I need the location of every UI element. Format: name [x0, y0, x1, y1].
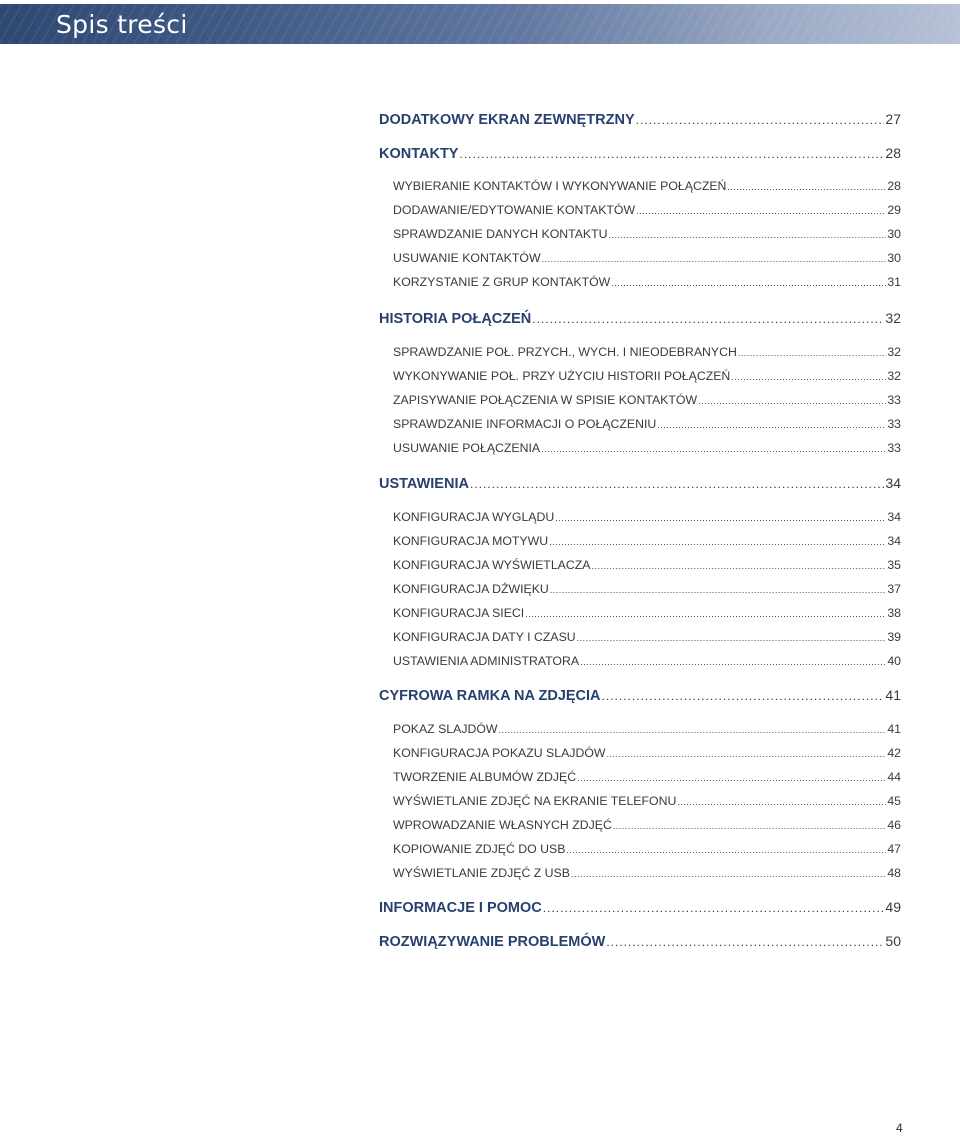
toc-entry-page: 33	[887, 417, 901, 431]
page-title: Spis treści	[56, 10, 188, 39]
toc-entry-label: KONFIGURACJA MOTYWU	[393, 534, 549, 548]
toc-dot-leader	[542, 254, 887, 264]
toc-dot-leader	[636, 206, 886, 216]
toc-dot-leader	[731, 372, 886, 382]
toc-dot-leader	[677, 797, 886, 807]
toc-entry-label: WYŚWIETLANIE ZDJĘĆ Z USB	[393, 866, 570, 880]
toc-dot-leader	[580, 657, 886, 667]
toc-subsection-entry[interactable]	[393, 770, 901, 784]
toc-dot-leader	[613, 821, 886, 831]
toc-subsection-entry[interactable]	[393, 558, 901, 572]
toc-subsection-entry[interactable]	[393, 345, 901, 359]
toc-entry-page: 34	[887, 534, 901, 548]
toc-dot-leader	[609, 230, 887, 240]
toc-entry-label: WPROWADZANIE WŁASNYCH ZDJĘĆ	[393, 818, 612, 832]
toc-entry-label: KONFIGURACJA WYŚWIETLACZA	[393, 558, 591, 572]
toc-entry-label: KONFIGURACJA DATY I CZASU	[393, 630, 576, 644]
toc-entry-page: 39	[887, 630, 901, 644]
toc-subsection-entry[interactable]	[393, 534, 901, 548]
toc-dot-leader	[525, 609, 886, 619]
toc-dot-leader	[636, 113, 885, 127]
toc-entry-page: 34	[885, 475, 901, 491]
toc-entry-page: 35	[887, 558, 901, 572]
toc-dot-leader	[611, 278, 886, 288]
toc-entry-page: 33	[887, 393, 901, 407]
toc-entry-label: KONFIGURACJA POKAZU SLAJDÓW	[393, 746, 606, 760]
toc-dot-leader	[571, 869, 886, 879]
toc-entry-page: 41	[885, 687, 901, 703]
toc-entry-page: 32	[887, 345, 901, 359]
toc-subsection-entry[interactable]	[393, 510, 901, 524]
toc-entry-page: 38	[887, 606, 901, 620]
toc-subsection-entry[interactable]	[393, 722, 901, 736]
toc-entry-page: 31	[887, 275, 901, 289]
toc-subsection-entry[interactable]	[393, 179, 901, 193]
toc-subsection-entry[interactable]	[393, 818, 901, 832]
toc-entry-label: USUWANIE KONTAKTÓW	[393, 251, 541, 265]
toc-entry-label: USTAWIENIA ADMINISTRATORA	[393, 654, 580, 668]
toc-dot-leader	[549, 537, 886, 547]
toc-subsection-entry[interactable]	[393, 275, 901, 289]
toc-entry-label: KONTAKTY	[379, 146, 459, 162]
toc-dot-leader	[591, 561, 886, 571]
toc-entry-page: 46	[887, 818, 901, 832]
toc-entry-label: SPRAWDZANIE POŁ. PRZYCH., WYCH. I NIEODEBRANYCH	[393, 345, 737, 359]
toc-entry-page: 42	[887, 746, 901, 760]
toc-entry-page: 27	[885, 111, 901, 127]
toc-entry-page: 33	[887, 441, 901, 455]
toc-entry-label: POKAZ SLAJDÓW	[393, 722, 498, 736]
toc-entry-label: WYBIERANIE KONTAKTÓW I WYKONYWANIE POŁĄCZEŃ	[393, 179, 727, 193]
toc-subsection-entry[interactable]	[393, 203, 901, 217]
toc-subsection-entry[interactable]	[393, 606, 901, 620]
toc-entry-page: 45	[887, 794, 901, 808]
page-number: 4	[896, 1121, 903, 1135]
toc-dot-leader	[470, 477, 884, 491]
toc-dot-leader	[499, 725, 887, 735]
toc-entry-label: KONFIGURACJA SIECI	[393, 606, 525, 620]
toc-entry-label: TWORZENIE ALBUMÓW ZDJĘĆ	[393, 770, 577, 784]
toc-section-entry[interactable]	[379, 111, 901, 128]
toc-section-entry[interactable]	[379, 310, 901, 327]
toc-subsection-entry[interactable]	[393, 582, 901, 596]
toc-dot-leader	[541, 444, 886, 454]
toc-entry-label: DODATKOWY EKRAN ZEWNĘTRZNY	[379, 112, 635, 128]
toc-entry-label: KOPIOWANIE ZDJĘĆ DO USB	[393, 842, 566, 856]
toc-entry-page: 28	[885, 145, 901, 161]
toc-subsection-entry[interactable]	[393, 630, 901, 644]
toc-section-entry[interactable]	[379, 687, 901, 704]
toc-dot-leader	[606, 935, 884, 949]
toc-dot-leader	[566, 845, 886, 855]
toc-subsection-entry[interactable]	[393, 393, 901, 407]
toc-section-entry[interactable]	[379, 475, 901, 492]
toc-dot-leader	[698, 396, 886, 406]
toc-entry-label: KORZYSTANIE Z GRUP KONTAKTÓW	[393, 275, 611, 289]
toc-subsection-entry[interactable]	[393, 746, 901, 760]
toc-entry-label: SPRAWDZANIE INFORMACJI O POŁĄCZENIU	[393, 417, 657, 431]
toc-dot-leader	[607, 749, 887, 759]
toc-dot-leader	[577, 773, 886, 783]
toc-entry-page: 29	[887, 203, 901, 217]
toc-dot-leader	[727, 182, 886, 192]
toc-entry-page: 37	[887, 582, 901, 596]
toc-dot-leader	[555, 513, 886, 523]
toc-subsection-entry[interactable]	[393, 794, 901, 808]
toc-entry-page: 28	[887, 179, 901, 193]
toc-entry-label: KONFIGURACJA WYGLĄDU	[393, 510, 555, 524]
toc-entry-label: INFORMACJE I POMOC	[379, 900, 542, 916]
toc-entry-page: 32	[887, 369, 901, 383]
toc-entry-label: WYŚWIETLANIE ZDJĘĆ NA EKRANIE TELEFONU	[393, 794, 677, 808]
toc-dot-leader	[657, 420, 886, 430]
toc-entry-page: 30	[887, 227, 901, 241]
toc-dot-leader	[550, 585, 887, 595]
toc-subsection-entry[interactable]	[393, 251, 901, 265]
toc-dot-leader	[577, 633, 887, 643]
toc-entry-label: SPRAWDZANIE DANYCH KONTAKTU	[393, 227, 608, 241]
toc-entry-label: ROZWIĄZYWANIE PROBLEMÓW	[379, 934, 606, 950]
toc-dot-leader	[738, 348, 886, 358]
toc-subsection-entry[interactable]	[393, 227, 901, 241]
toc-dot-leader	[543, 901, 885, 915]
toc-subsection-entry[interactable]	[393, 866, 901, 880]
toc-entry-label: USUWANIE POŁĄCZENIA	[393, 441, 541, 455]
toc-subsection-entry[interactable]	[393, 369, 901, 383]
toc-subsection-entry[interactable]	[393, 842, 901, 856]
toc-entry-page: 40	[887, 654, 901, 668]
toc-dot-leader	[602, 689, 885, 703]
toc-subsection-entry[interactable]	[393, 654, 901, 668]
toc-entry-page: 34	[887, 510, 901, 524]
toc-entry-label: CYFROWA RAMKA NA ZDJĘCIA	[379, 688, 601, 704]
toc-entry-page: 41	[887, 722, 901, 736]
toc-section-entry[interactable]	[379, 145, 901, 162]
toc-entry-label: USTAWIENIA	[379, 476, 469, 492]
toc-entry-page: 49	[885, 899, 901, 915]
toc-entry-label: DODAWANIE/EDYTOWANIE KONTAKTÓW	[393, 203, 636, 217]
toc-subsection-entry[interactable]	[393, 417, 901, 431]
toc-entry-page: 47	[887, 842, 901, 856]
toc-entry-label: KONFIGURACJA DŹWIĘKU	[393, 582, 549, 596]
toc-section-entry[interactable]	[379, 899, 901, 916]
toc-entry-page: 30	[887, 251, 901, 265]
toc-subsection-entry[interactable]	[393, 441, 901, 455]
toc-entry-label: ZAPISYWANIE POŁĄCZENIA W SPISIE KONTAKTÓW	[393, 393, 698, 407]
toc-section-entry[interactable]	[379, 933, 901, 950]
toc-entry-label: WYKONYWANIE POŁ. PRZY UŻYCIU HISTORII POŁĄCZEŃ	[393, 369, 731, 383]
toc-entry-page: 44	[887, 770, 901, 784]
toc-entry-page: 48	[887, 866, 901, 880]
toc-entry-page: 32	[885, 310, 901, 326]
toc-entry-page: 50	[885, 933, 901, 949]
toc-dot-leader	[532, 312, 884, 326]
toc-entry-label: HISTORIA POŁĄCZEŃ	[379, 311, 532, 327]
toc-dot-leader	[459, 147, 884, 161]
